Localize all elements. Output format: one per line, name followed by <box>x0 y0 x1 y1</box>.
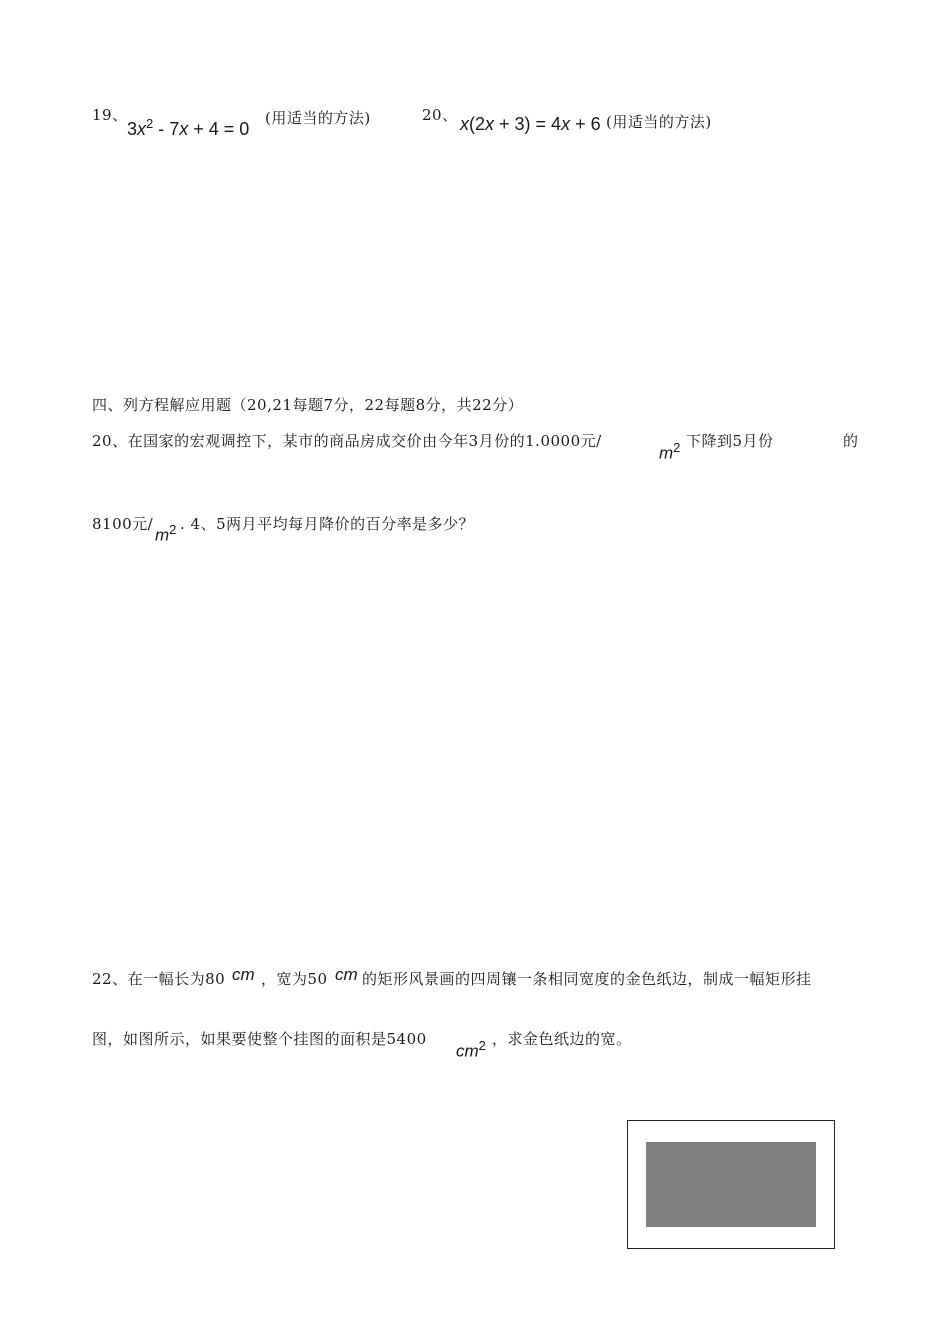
q20a-hint: (用适当的方法) <box>606 113 712 131</box>
q20b-line2-question: . 4、5两月平均每月降价的百分率是多少？ <box>180 515 475 533</box>
q22-unit-cm-2: cm <box>335 965 358 984</box>
q19-hint: (用适当的方法) <box>265 109 371 127</box>
q22-line2-start: 图，如图所示，如果要使整个挂图的面积是5400 <box>92 1030 427 1048</box>
q20b-line2-start: 8100元/ <box>92 515 154 533</box>
section-heading: 四、列方程解应用题（20,21每题7分，22每题8分，共22分） <box>92 396 524 414</box>
q20a-number: 20、 <box>422 106 458 124</box>
q20b-line1-end: 的 <box>843 432 859 450</box>
landscape-painting-rectangle <box>646 1142 816 1227</box>
q22-line1-end: 的矩形风景画的四周镶一条相同宽度的金色纸边，制成一幅矩形挂 <box>362 970 812 988</box>
q20b-unit-m2-2: $m^2$ <box>155 522 177 545</box>
q19-equation: $3x^2 - 7x + 4 = 0$ <box>127 116 250 139</box>
q22-line1-mid: ，宽为50 <box>261 970 328 988</box>
q22-unit-cm2: $cm^2$ <box>456 1038 486 1061</box>
q22-unit-cm-1: cm <box>232 965 255 984</box>
q20b-unit-m2: $m^2$ <box>659 440 681 463</box>
q19-number: 19、 <box>92 106 128 124</box>
q22-line1-start: 22、在一幅长为80 <box>92 970 226 988</box>
q20b-line1: 20、在国家的宏观调控下，某市的商品房成交价由今年3月份的1.0000元/ <box>92 432 602 450</box>
q22-line2-end: ，求金色纸边的宽。 <box>492 1030 632 1048</box>
q20a-equation: x(2x + 3) = 4x + 6 <box>460 114 601 134</box>
q20b-line1-tail: 下降到5月份 <box>686 432 774 450</box>
